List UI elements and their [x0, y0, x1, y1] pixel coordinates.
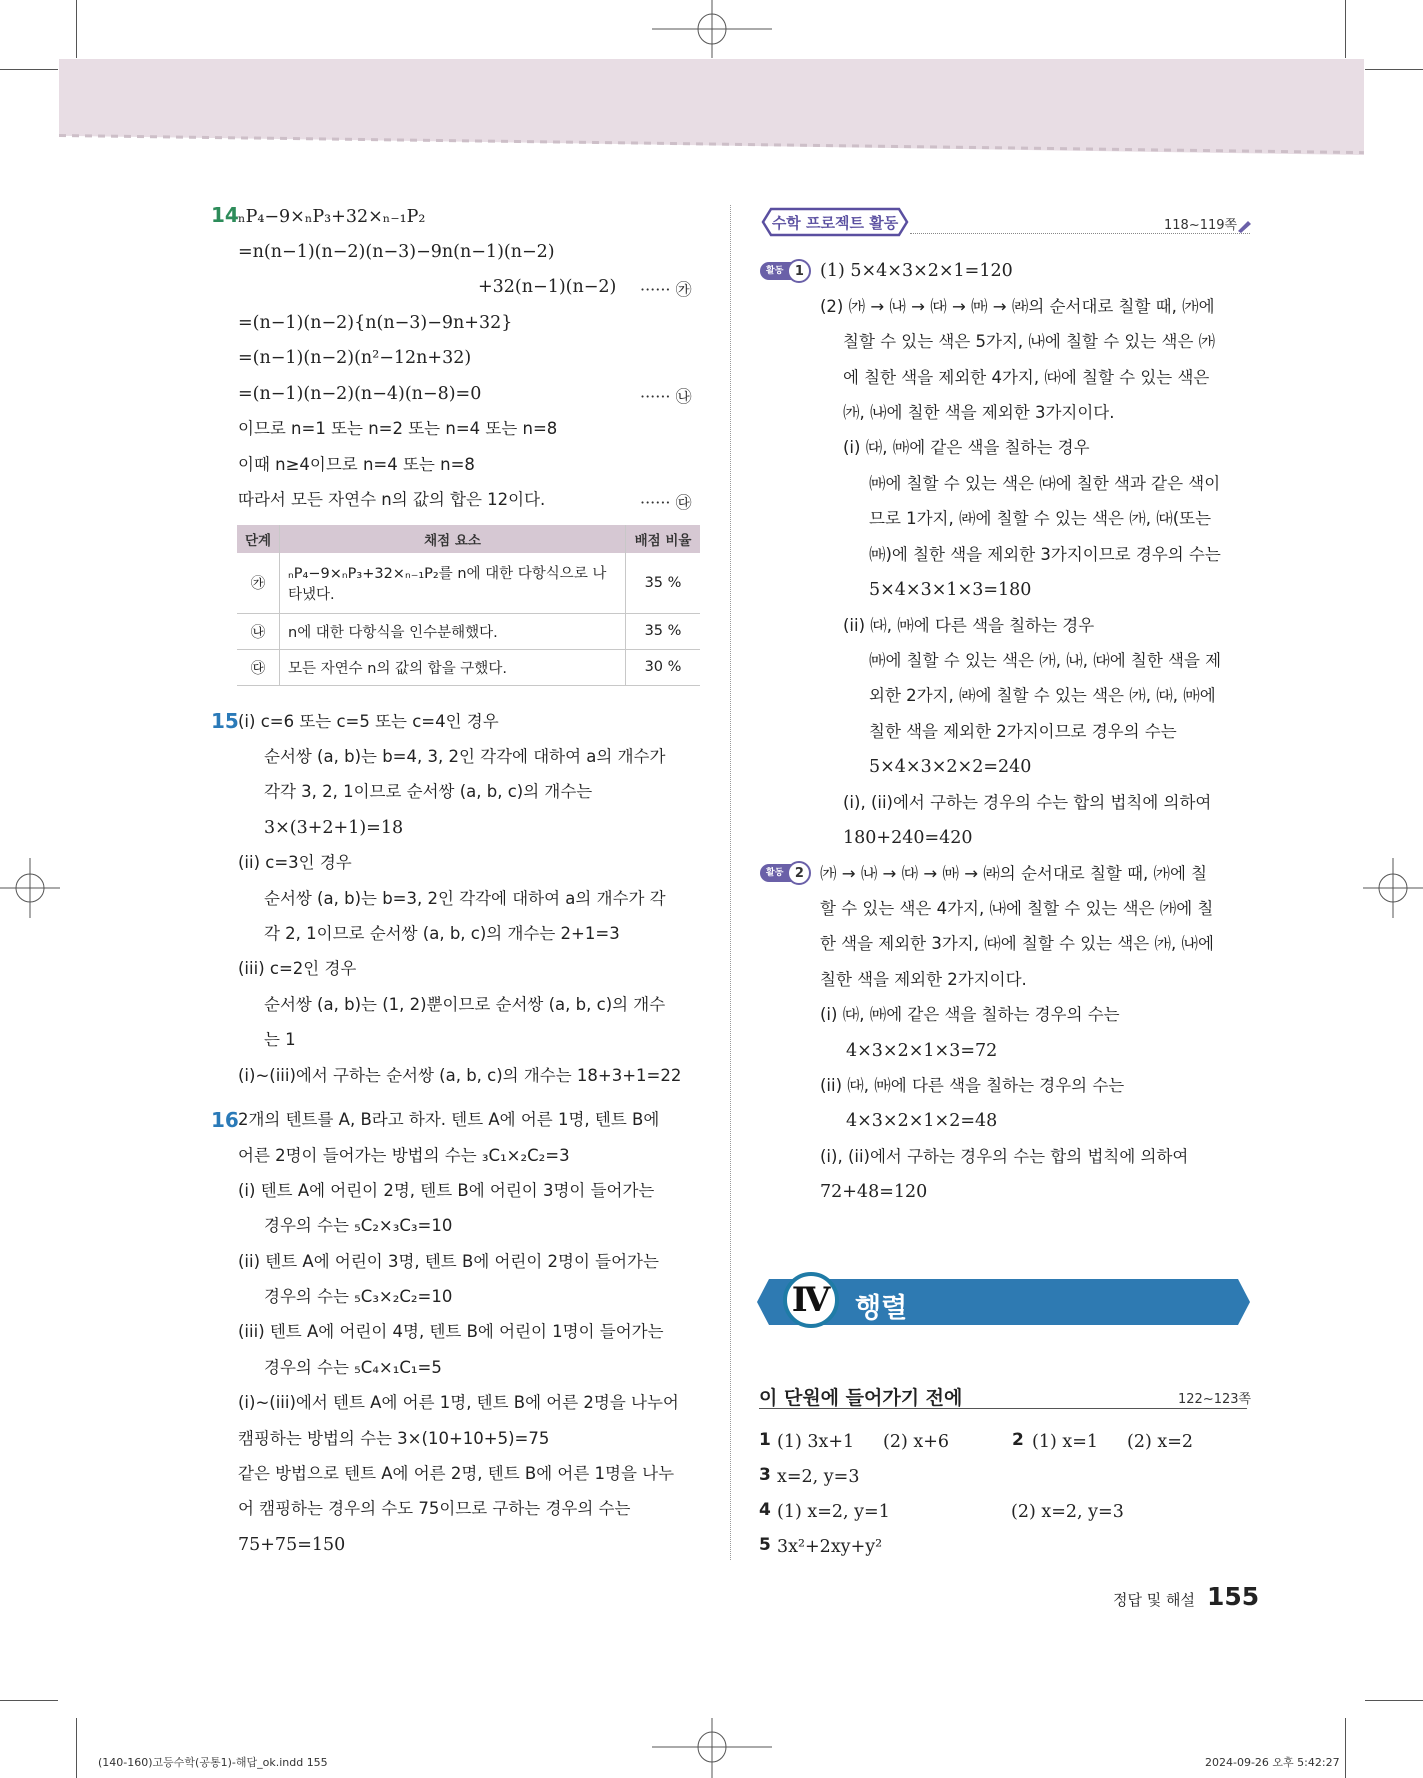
crop-mark: [1345, 1718, 1346, 1778]
q16-line: (i) 텐트 A에 어린이 2명, 텐트 B에 어린이 3명이 들어가는: [238, 1181, 655, 1200]
chapter-title: 행렬: [855, 1293, 908, 1324]
q16-line: 75+75=150: [238, 1535, 346, 1555]
crop-mark: [1345, 0, 1346, 58]
step-mark-na: ······ ㉯: [640, 387, 692, 406]
crop-mark: [76, 1718, 77, 1778]
q16-line: (iii) 텐트 A에 어린이 4명, 텐트 B에 어린이 1명이 들어가는: [238, 1322, 664, 1341]
q16-line: (i)~(iii)에서 텐트 A에 어른 1명, 텐트 B에 어른 2명을 나누어: [238, 1393, 679, 1412]
preview-page-ref: 122~123쪽: [1178, 1392, 1252, 1407]
activity1-line: 180+240=420: [843, 828, 973, 848]
activity1-line: 칠할 수 있는 색은 5가지, ㈏에 칠할 수 있는 색은 ㈎: [843, 332, 1216, 351]
answer-number: 3: [759, 1465, 771, 1485]
q14-line: =(n−1)(n−2)(n−4)(n−8)=0: [238, 384, 482, 404]
q16-line: 경우의 수는 ₅C₄×₁C₁=5: [264, 1358, 442, 1377]
activity1-line: 므로 1가지, ㈑에 칠할 수 있는 색은 ㈎, ㈐(또는: [869, 509, 1212, 528]
activity1-line: 에 칠한 색을 제외한 4가지, ㈐에 칠할 수 있는 색은: [843, 368, 1210, 387]
activity-2-badge: 활동 2: [760, 862, 811, 884]
answer-part: 3x²+2xy+y²: [777, 1537, 883, 1557]
q15-line: 3×(3+2+1)=18: [264, 818, 404, 838]
crop-mark: [1365, 69, 1423, 70]
activity2-line: (ii) ㈐, ㈒에 다른 색을 칠하는 경우의 수는: [820, 1076, 1125, 1095]
answer-number: 4: [759, 1500, 771, 1520]
answer-part: (1) 3x+1: [777, 1432, 855, 1452]
table-row: ㉮ ₙP₄−9×ₙP₃+32×ₙ₋₁P₂를 n에 대한 다항식으로 나타냈다. 35 %: [237, 553, 700, 613]
q14-line: ₙP₄−9×ₙP₃+32×ₙ₋₁P₂: [238, 207, 426, 227]
q16-line: 어 캠핑하는 경우의 수도 75이므로 구하는 경우의 수는: [238, 1499, 631, 1518]
pencil-icon: [1236, 219, 1252, 233]
table-header: 채점 요소: [280, 525, 626, 553]
crop-mark: [1365, 1700, 1423, 1701]
answer-number: 5: [759, 1535, 771, 1555]
q14-line: =(n−1)(n−2)(n²−12n+32): [238, 348, 472, 368]
project-section-tag: 수학 프로젝트 활동: [761, 207, 909, 237]
answer-part: (1) x=2, y=1: [777, 1502, 890, 1522]
activity2-line: 할 수 있는 색은 4가지, ㈏에 칠할 수 있는 색은 ㈎에 칠: [820, 899, 1214, 918]
q15-line: 각 2, 1이므로 순서쌍 (a, b, c)의 개수는 2+1=3: [264, 924, 620, 943]
activity2-line: 4×3×2×1×2=48: [846, 1111, 998, 1131]
activity1-line: (1) 5×4×3×2×1=120: [820, 261, 1013, 281]
q16-line: (ii) 텐트 A에 어린이 3명, 텐트 B에 어린이 2명이 들어가는: [238, 1252, 659, 1271]
question-number-16: 16: [211, 1108, 239, 1132]
activity1-line: (2) ㈎ → ㈏ → ㈐ → ㈒ → ㈑의 순서대로 칠할 때, ㈎에: [820, 297, 1215, 316]
q14-line: 이때 n≥4이므로 n=4 또는 n=8: [238, 455, 475, 474]
activity1-line: ㈒에 칠할 수 있는 색은 ㈎, ㈏, ㈐에 칠한 색을 제: [869, 651, 1222, 670]
activity2-line: ㈎ → ㈏ → ㈐ → ㈒ → ㈑의 순서대로 칠할 때, ㈎에 칠: [820, 864, 1208, 883]
activity2-line: 칠한 색을 제외한 2가지이다.: [820, 970, 1027, 989]
q15-line: 각각 3, 2, 1이므로 순서쌍 (a, b, c)의 개수는: [264, 782, 593, 801]
activity2-line: (i) ㈐, ㈒에 같은 색을 칠하는 경우의 수는: [820, 1005, 1120, 1024]
registration-mark-icon: [652, 1718, 772, 1778]
q14-line: 이므로 n=1 또는 n=2 또는 n=4 또는 n=8: [238, 419, 558, 438]
header-band: [59, 59, 1364, 155]
answer-number: 1: [759, 1430, 771, 1450]
q15-line: 순서쌍 (a, b)는 b=3, 2인 각각에 대하여 a의 개수가 각: [264, 889, 666, 908]
answer-part: (2) x+6: [883, 1432, 950, 1452]
activity2-line: 72+48=120: [820, 1182, 928, 1202]
slug-filename: (140-160)고등수학(공통1)-해답_ok.indd 155: [98, 1756, 328, 1769]
activity1-line: ㈒)에 칠한 색을 제외한 3가지이므로 경우의 수는: [869, 545, 1221, 564]
crop-mark: [0, 1700, 58, 1701]
q16-line: 2개의 텐트를 A, B라고 하자. 텐트 A에 어른 1명, 텐트 B에: [238, 1110, 660, 1129]
activity1-line: 5×4×3×1×3=180: [869, 580, 1032, 600]
registration-mark-icon: [652, 0, 772, 60]
activity1-line: 칠한 색을 제외한 2가지이므로 경우의 수는: [869, 722, 1177, 741]
project-page-ref: 118~119쪽: [1164, 218, 1238, 233]
table-row: ㉯ n에 대한 다항식을 인수분해했다. 35 %: [237, 613, 700, 649]
answer-part: (2) x=2: [1127, 1432, 1194, 1452]
q15-line: (ii) c=3인 경우: [238, 853, 352, 872]
activity1-line: (i) ㈐, ㈒에 같은 색을 칠하는 경우: [843, 438, 1090, 457]
answer-number: 2: [1012, 1430, 1024, 1450]
section-rule: [759, 1408, 1247, 1409]
slug-timestamp: 2024-09-26 오후 5:42:27: [1205, 1756, 1340, 1769]
q15-line: 순서쌍 (a, b)는 b=4, 3, 2인 각각에 대하여 a의 개수가: [264, 747, 666, 766]
activity1-line: (ii) ㈐, ㈒에 다른 색을 칠하는 경우: [843, 616, 1095, 635]
table-header: 단계: [237, 525, 280, 553]
crop-mark: [0, 69, 58, 70]
chapter-banner: [757, 1272, 1250, 1332]
table-row: ㉰ 모든 자연수 n의 값의 합을 구했다. 30 %: [237, 649, 700, 685]
activity1-line: 5×4×3×2×2=240: [869, 757, 1032, 777]
answer-part: (1) x=1: [1032, 1432, 1099, 1452]
activity1-line: ㈒에 칠할 수 있는 색은 ㈐에 칠한 색과 같은 색이: [869, 474, 1221, 493]
registration-mark-icon: [0, 858, 60, 918]
q14-line: +32(n−1)(n−2): [478, 277, 617, 297]
activity2-line: 4×3×2×1×3=72: [846, 1041, 998, 1061]
activity2-line: (i), (ii)에서 구하는 경우의 수는 합의 법칙에 의하여: [820, 1147, 1189, 1166]
q15-line: 순서쌍 (a, b)는 (1, 2)뿐이므로 순서쌍 (a, b, c)의 개수: [264, 995, 666, 1014]
q15-line: (i)~(iii)에서 구하는 순서쌍 (a, b, c)의 개수는 18+3+1=22: [238, 1066, 682, 1085]
q14-line: 따라서 모든 자연수 n의 값의 합은 12이다.: [238, 490, 546, 509]
answer-part: (2) x=2, y=3: [1011, 1502, 1124, 1522]
page-number: 155: [1207, 1582, 1260, 1611]
step-mark-ga: ······ ㉮: [640, 280, 692, 299]
q15-line: 는 1: [264, 1030, 296, 1049]
q16-line: 어른 2명이 들어가는 방법의 수는 ₃C₁×₂C₂=3: [238, 1146, 570, 1165]
activity2-line: 한 색을 제외한 3가지, ㈐에 칠할 수 있는 색은 ㈎, ㈏에: [820, 934, 1214, 953]
answer-part: x=2, y=3: [777, 1467, 860, 1487]
activity1-line: ㈎, ㈏에 칠한 색을 제외한 3가지이다.: [843, 403, 1115, 422]
question-number-14: 14: [211, 203, 239, 227]
activity1-line: (i), (ii)에서 구하는 경우의 수는 합의 법칙에 의하여: [843, 793, 1212, 812]
step-mark-da: ······ ㉰: [640, 493, 692, 512]
table-header: 배점 비율: [626, 525, 701, 553]
scoring-table: [237, 525, 700, 686]
q16-line: 같은 방법으로 텐트 A에 어른 2명, 텐트 B에 어른 1명을 나누: [238, 1464, 675, 1483]
crop-mark: [76, 0, 77, 58]
question-number-15: 15: [211, 709, 239, 733]
q14-line: =(n−1)(n−2){n(n−3)−9n+32}: [238, 313, 513, 333]
activity-1-badge: 활동 1: [760, 260, 811, 282]
q15-line: (i) c=6 또는 c=5 또는 c=4인 경우: [238, 712, 499, 731]
dotted-rule: [910, 233, 1250, 234]
column-divider: [730, 205, 731, 1560]
q16-line: 경우의 수는 ₅C₂×₃C₃=10: [264, 1216, 453, 1235]
activity1-line: 외한 2가지, ㈑에 칠할 수 있는 색은 ㈎, ㈐, ㈒에: [869, 686, 1216, 705]
q15-line: (iii) c=2인 경우: [238, 959, 357, 978]
chapter-number: Ⅳ: [783, 1272, 839, 1328]
footer-label: 정답 및 해설: [1113, 1591, 1195, 1609]
q16-line: 경우의 수는 ₅C₃×₂C₂=10: [264, 1287, 453, 1306]
q16-line: 캠핑하는 방법의 수는 3×(10+10+5)=75: [238, 1429, 550, 1448]
registration-mark-icon: [1363, 858, 1423, 918]
q14-line: =n(n−1)(n−2)(n−3)−9n(n−1)(n−2): [238, 242, 555, 262]
preview-section-title: 이 단원에 들어가기 전에: [759, 1387, 963, 1409]
